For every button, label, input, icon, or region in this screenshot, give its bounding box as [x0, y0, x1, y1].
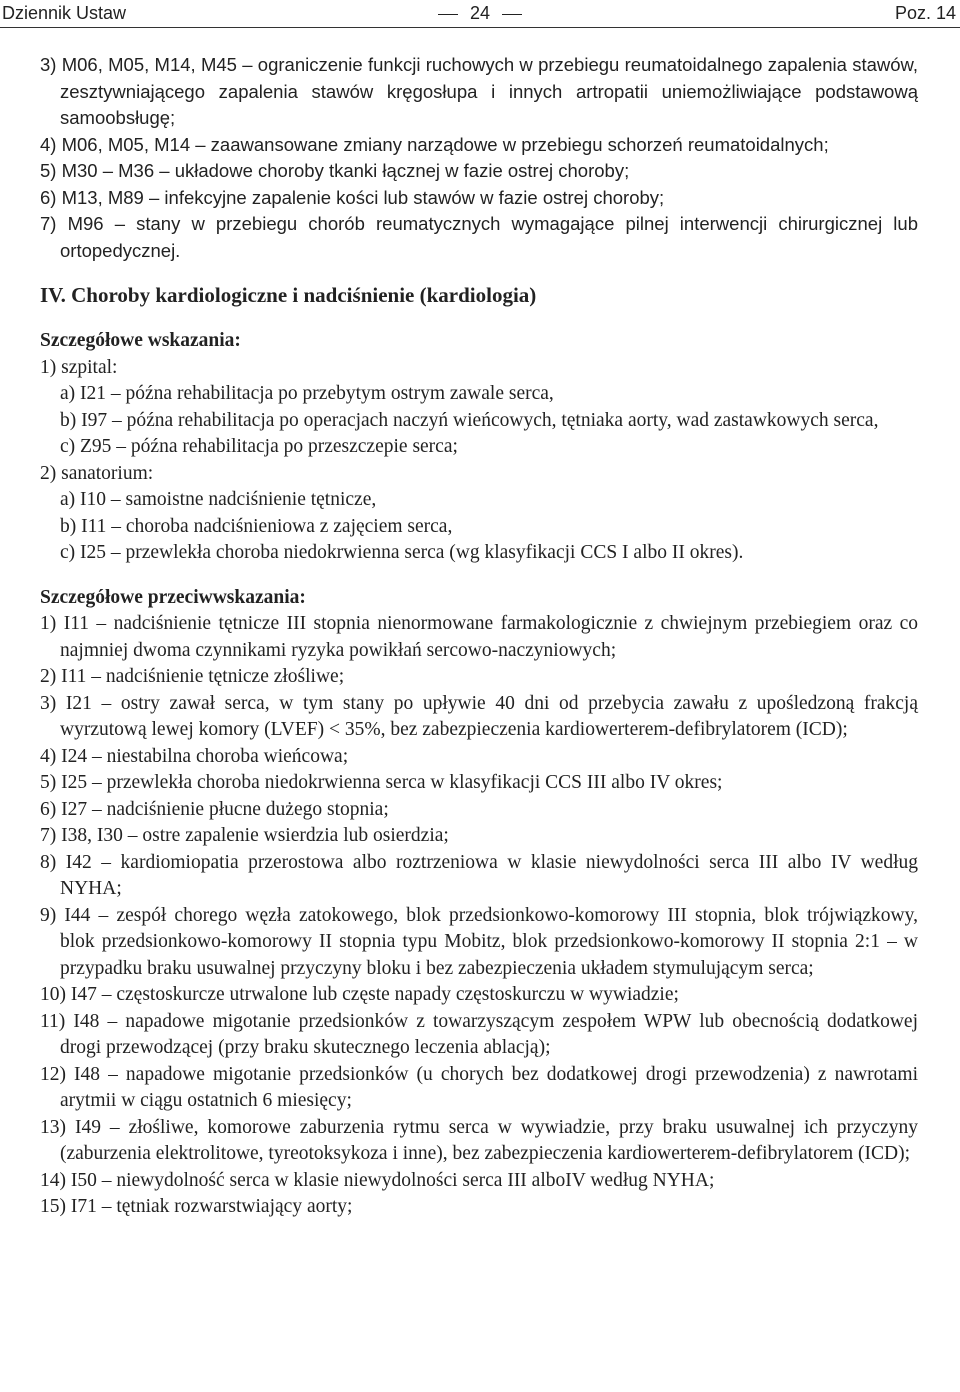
list-item: 6) M13, M89 – infekcyjne zapalenie kości lub stawów w fazie ostrej choroby;: [40, 186, 665, 208]
list-item: 14) I50 – niewydolność serca w klasie niewydolności serca III alboIV według NYHA;: [40, 1169, 715, 1191]
contraindications-block: [40, 585, 918, 1221]
hospital-label: 1) szpital:: [40, 356, 118, 378]
indications-heading: Szczegółowe wskazania:: [40, 330, 241, 351]
indications-block: [40, 328, 918, 567]
spacer: [40, 567, 918, 585]
list-item: c) Z95 – późna rehabilitacja po przeszczepie serca;: [60, 436, 458, 457]
journal-title: Dziennik Ustaw: [2, 3, 127, 23]
list-item: 13) I49 – złośliwe, komorowe zaburzenia rytmu serca w wywiadzie, przy braku usuwalnej ich przyczyny (zaburzenia elektrolitowe, tyreotoksykoza i inne), bez zabezpieczenia kardiowerterem-defibrylatorem (ICD);: [40, 1116, 918, 1164]
list-item: 9) I44 – zespół chorego węzła zatokowego, blok przedsionkowo-komorowy III stopnia, blok trójwiązkowy, blok przedsionkowo-komorowy II stopnia typu Mobitz, blok przedsionkowo-komorowy II stopnia 2:1 – w przypadku braku usuwalnej przyczyny bloku i bez zabezpieczenia układem stymulującym serca;: [40, 904, 918, 979]
list-item: b) I97 – późna rehabilitacja po operacjach naczyń wieńcowych, tętniaka aorty, wad zastawkowych serca,: [60, 409, 879, 431]
list-item: a) I10 – samoistne nadciśnienie tętnicze,: [60, 489, 377, 510]
list-item: 11) I48 – napadowe migotanie przedsionków z towarzyszącym zespołem WPW lub obecnością dodatkowej drogi przewodzącej (przy braku skutecznego leczenia ablacją);: [40, 1010, 918, 1058]
list-item: 2) I11 – nadciśnienie tętnicze złośliwe;: [40, 666, 345, 687]
list-item: a) I21 – późna rehabilitacja po przebytym ostrym zawale serca,: [60, 383, 554, 404]
page-number: [0, 3, 960, 24]
list-item: 4) I24 – niestabilna choroba wieńcowa;: [40, 745, 349, 767]
sanatorium-label: 2) sanatorium:: [40, 462, 154, 484]
list-item: 12) I48 – napadowe migotanie przedsionków (u chorych bez dodatkowej drogi przewodzenia) z nawrotami arytmii w ciągu ostatnich 6 miesięcy;: [40, 1063, 918, 1111]
page-header: [0, 0, 960, 28]
page-content: [40, 52, 918, 1221]
list-item: 10) I47 – częstoskurcze utrwalone lub częste napady częstoskurczu w wywiadzie;: [40, 984, 679, 1005]
page-number-value: 24: [469, 3, 491, 23]
header-divider: [0, 27, 960, 28]
list-item: c) I25 – przewlekła choroba niedokrwienna serca (wg klasyfikacji CCS I albo II okres).: [60, 542, 744, 563]
list-item: 3) I21 – ostry zawał serca, w tym stany po upływie 40 dni od przebycia zawału z upośledzoną frakcją wyrzutową lewej komory (LVEF) < 35%, bez zabezpieczenia kardiowerterem-defibrylatorem (ICD);: [40, 692, 918, 740]
list-item: 5) M30 – M36 – układowe choroby tkanki łącznej w fazie ostrej choroby;: [40, 160, 630, 181]
position-number: Poz. 14: [894, 3, 956, 23]
list-item: 3) M06, M05, M14, M45 – ograniczenie funkcji ruchowych w przebiegu reumatoidalnego zapalenia stawów, zesztywniającego zapalenia stawów kręgosłupa i innych artropatii uniemożliwiające podstawową samoobsługę;: [40, 54, 918, 128]
list-item: 1) I11 – nadciśnienie tętnicze III stopnia nienormowane farmakologicznie z chwiejnym przebiegiem oraz co najmniej dwoma czynnikami ryzyka powikłań sercowo-naczyniowych;: [40, 613, 918, 661]
dash-right: [502, 14, 522, 15]
list-item: 8) I42 – kardiomiopatia przerostowa albo roztrzeniowa w klasie niewydolności serca III albo IV według NYHA;: [40, 851, 918, 899]
rheumatology-continuation: [40, 52, 918, 264]
list-item: 15) I71 – tętniak rozwarstwiający aorty;: [40, 1196, 353, 1217]
contraindications-heading: Szczegółowe przeciwwskazania:: [40, 586, 306, 608]
section-title: IV. Choroby kardiologiczne i nadciśnienie (kardiologia): [40, 283, 537, 307]
list-item: 7) M96 – stany w przebiegu chorób reumatycznych wymagające pilnej interwencji chirurgicznej lub ortopedycznej.: [40, 213, 918, 261]
dash-left: [438, 14, 458, 15]
list-item: 7) I38, I30 – ostre zapalenie wsierdzia lub osierdzia;: [40, 825, 449, 846]
list-item: 6) I27 – nadciśnienie płucne dużego stopnia;: [40, 798, 389, 820]
list-item: 4) M06, M05, M14 – zaawansowane zmiany narządowe w przebiegu schorzeń reumatoidalnych;: [40, 133, 829, 155]
list-item: b) I11 – choroba nadciśnieniowa z zajęciem serca,: [60, 515, 453, 537]
list-item: 5) I25 – przewlekła choroba niedokrwienna serca w klasyfikacji CCS III albo IV okres;: [40, 772, 723, 793]
